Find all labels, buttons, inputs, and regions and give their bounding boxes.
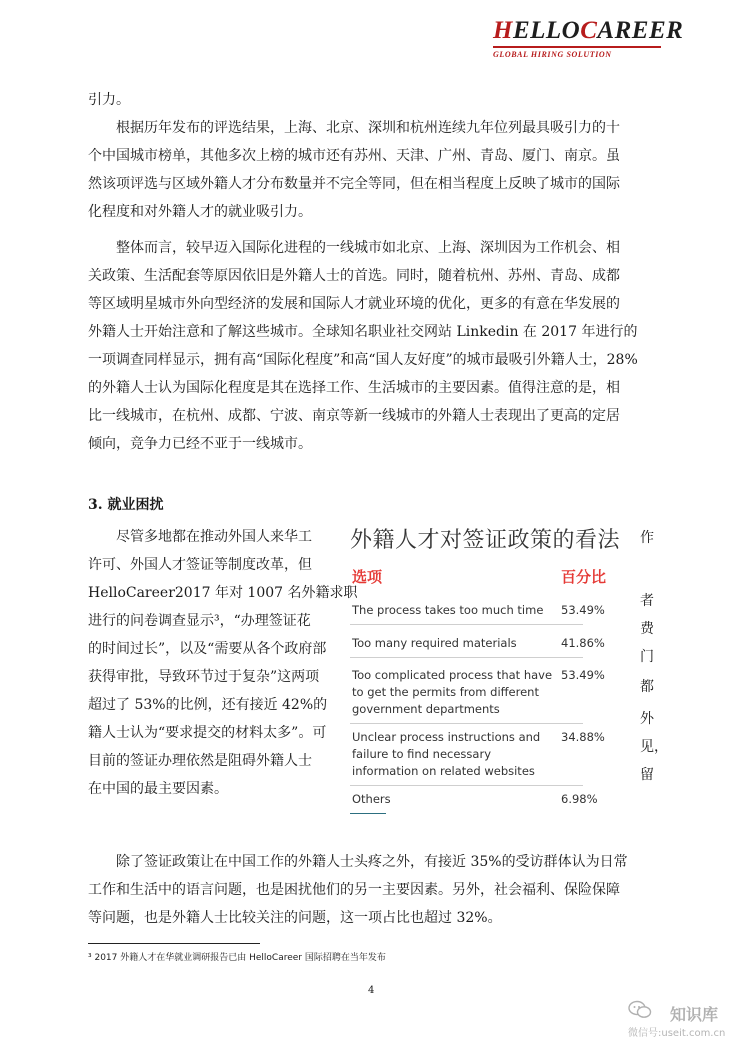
body-line: 个中国城市榜单，其他多次上榜的城市还有苏州、天津、广州、青岛、厦门、南京。虽	[88, 148, 620, 164]
company-logo	[493, 17, 684, 59]
body-line: 引力。	[88, 92, 130, 108]
body-line: 整体而言，较早迈入国际化进程的一线城市如北京、上海、深圳因为工作机会、相	[116, 240, 620, 256]
body-line: 一项调查同样显示，拥有高“国际化程度”和高“国人友好度”的城市最吸引外籍人士，28%	[88, 352, 638, 368]
row-divider	[350, 813, 386, 814]
body-line: 倾向，竞争力已经不亚于一线城市。	[88, 436, 312, 452]
body-line: 外籍人士开始注意和了解这些城市。全球知名职业社交网站 Linkedin 在 2017 年进行的	[88, 324, 638, 340]
row-divider	[350, 624, 583, 625]
table-cell-value: 34.88%	[561, 730, 605, 744]
column-char: 留	[640, 767, 654, 783]
table-cell-value: 41.86%	[561, 636, 605, 650]
logo-wordmark: HELLOCAREER	[493, 17, 684, 44]
body-line: 尽管多地都在推动外国人来华工	[116, 529, 312, 545]
column-char: 作	[640, 530, 654, 546]
row-divider	[350, 657, 583, 658]
table-cell-value: 53.49%	[561, 668, 605, 682]
column-char: 费	[640, 621, 654, 637]
table-cell-label: Too complicated process that have to get the permits from different government departments	[352, 668, 553, 716]
body-line: 的时间过长”，以及“需要从各个政府部	[88, 641, 327, 657]
body-line: 进行的问卷调查显示³，“办理签证花	[88, 613, 311, 629]
body-line: 获得审批，导致环节过于复杂”这两项	[88, 669, 320, 685]
column-char: 门	[640, 649, 654, 665]
table-cell-label: The process takes too much time	[352, 603, 544, 617]
column-char: 外	[640, 711, 654, 727]
body-line: 许可、外国人才签证等制度改革，但	[88, 557, 312, 573]
wechat-icon	[628, 1000, 652, 1020]
body-line: 目前的签证办理依然是阻碍外籍人士	[88, 753, 312, 769]
table-header-percent: 百分比	[561, 568, 607, 586]
body-line: 然该项评选与区域外籍人才分布数量并不完全等同，但在相当程度上反映了城市的国际	[88, 176, 620, 192]
body-line: 籍人士认为“要求提交的材料太多”。可	[88, 725, 327, 741]
table-cell-value: 6.98%	[561, 792, 598, 806]
table-header-option: 选项	[352, 568, 383, 586]
body-line: 超过了 53%的比例，还有接近 42%的	[88, 697, 328, 713]
column-char: 见，	[640, 739, 668, 755]
logo-tagline: GLOBAL HIRING SOLUTION	[493, 50, 612, 59]
watermark-account: 微信号:useit.com.cn	[628, 1028, 726, 1039]
body-line: 等问题，也是外籍人士比较关注的问题，这一项占比也超过 32%。	[88, 910, 502, 926]
body-line: 比一线城市，在杭州、成都、宁波、南京等新一线城市的外籍人士表现出了更高的定居	[88, 408, 620, 424]
column-char: 者	[640, 593, 654, 609]
body-line: 的外籍人士认为国际化程度是其在选择工作、生活城市的主要因素。值得注意的是，相	[88, 380, 620, 396]
footnote: ³ 2017 外籍人才在华就业调研报告已由 HelloCareer 国际招聘在当年发布	[88, 953, 386, 963]
body-line: 工作和生活中的语言问题，也是困扰他们的另一主要因素。另外，社会福利、保险保障	[88, 882, 620, 898]
column-char: 都	[640, 679, 654, 695]
section-heading: 3. 就业困扰	[88, 497, 164, 513]
watermark-name: 知识库	[670, 1005, 719, 1024]
body-line: 等区域明星城市外向型经济的发展和国际人才就业环境的优化，更多的有意在华发展的	[88, 296, 620, 312]
page-number: 4	[368, 985, 375, 996]
row-divider	[350, 785, 583, 786]
body-line: 关政策、生活配套等原因依旧是外籍人士的首选。同时，随着杭州、苏州、青岛、成都	[88, 268, 620, 284]
footnote-divider	[88, 943, 260, 944]
table-title: 外籍人才对签证政策的看法	[350, 528, 621, 553]
table-cell-value: 53.49%	[561, 603, 605, 617]
logo-underline	[493, 45, 661, 49]
row-divider	[350, 723, 583, 724]
body-line: 根据历年发布的评选结果，上海、北京、深圳和杭州连续九年位列最具吸引力的十	[116, 120, 620, 136]
body-line: 化程度和对外籍人才的就业吸引力。	[88, 204, 312, 220]
table-cell-label: Too many required materials	[352, 636, 517, 650]
body-line: 除了签证政策让在中国工作的外籍人士头疼之外，有接近 35%的受访群体认为日常	[116, 854, 628, 870]
table-cell-label: Others	[352, 792, 391, 806]
body-line: 在中国的最主要因素。	[88, 781, 228, 797]
body-line: HelloCareer2017 年对 1007 名外籍求职	[88, 585, 358, 601]
table-cell-label: Unclear process instructions and failure to find necessary information on related websites	[352, 730, 541, 778]
